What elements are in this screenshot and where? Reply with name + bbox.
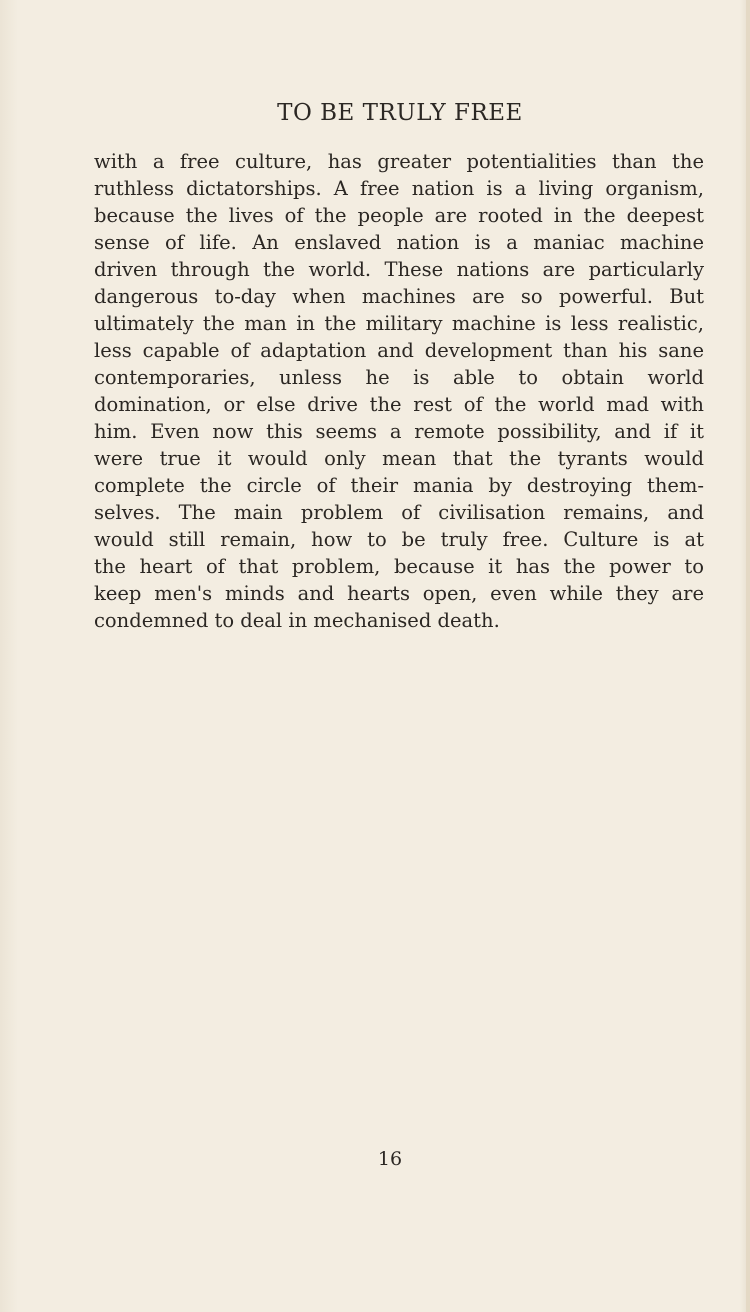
text-line: contemporaries, unless he is able to obtain world [94, 366, 704, 389]
text-line: ultimately the man in the military machine is less realistic, [94, 312, 704, 335]
text-line: were true it would only mean that the tyrants would [94, 447, 704, 470]
running-head: TO BE TRULY FREE [277, 100, 523, 126]
text-line: keep men's minds and hearts open, even while they are [94, 582, 704, 605]
text-line: with a free culture, has greater potentialities than the [94, 150, 704, 173]
text-line: condemned to deal in mechanised death. [94, 609, 500, 632]
text-line: selves. The main problem of civilisation remains, and [94, 501, 704, 524]
text-line: because the lives of the people are rooted in the deepest [94, 204, 704, 227]
text-line: driven through the world. These nations are particularly [94, 258, 704, 281]
text-line: sense of life. An enslaved nation is a maniac machine [94, 231, 704, 254]
body-text [94, 148, 704, 634]
text-line: less capable of adaptation and development than his sane [94, 339, 704, 362]
text-line: him. Even now this seems a remote possibility, and if it [94, 420, 704, 443]
text-line: dangerous to-day when machines are so powerful. But [94, 285, 704, 308]
text-line: complete the circle of their mania by destroying them- [94, 474, 704, 497]
text-line: domination, or else drive the rest of the world mad with [94, 393, 704, 416]
text-line: would still remain, how to be truly free. Culture is at [94, 528, 704, 551]
text-line: the heart of that problem, because it has the power to [94, 555, 704, 578]
page-number: 16 [377, 1148, 403, 1170]
page-edge [746, 0, 750, 1312]
text-line: ruthless dictatorships. A free nation is a living organism, [94, 177, 704, 200]
